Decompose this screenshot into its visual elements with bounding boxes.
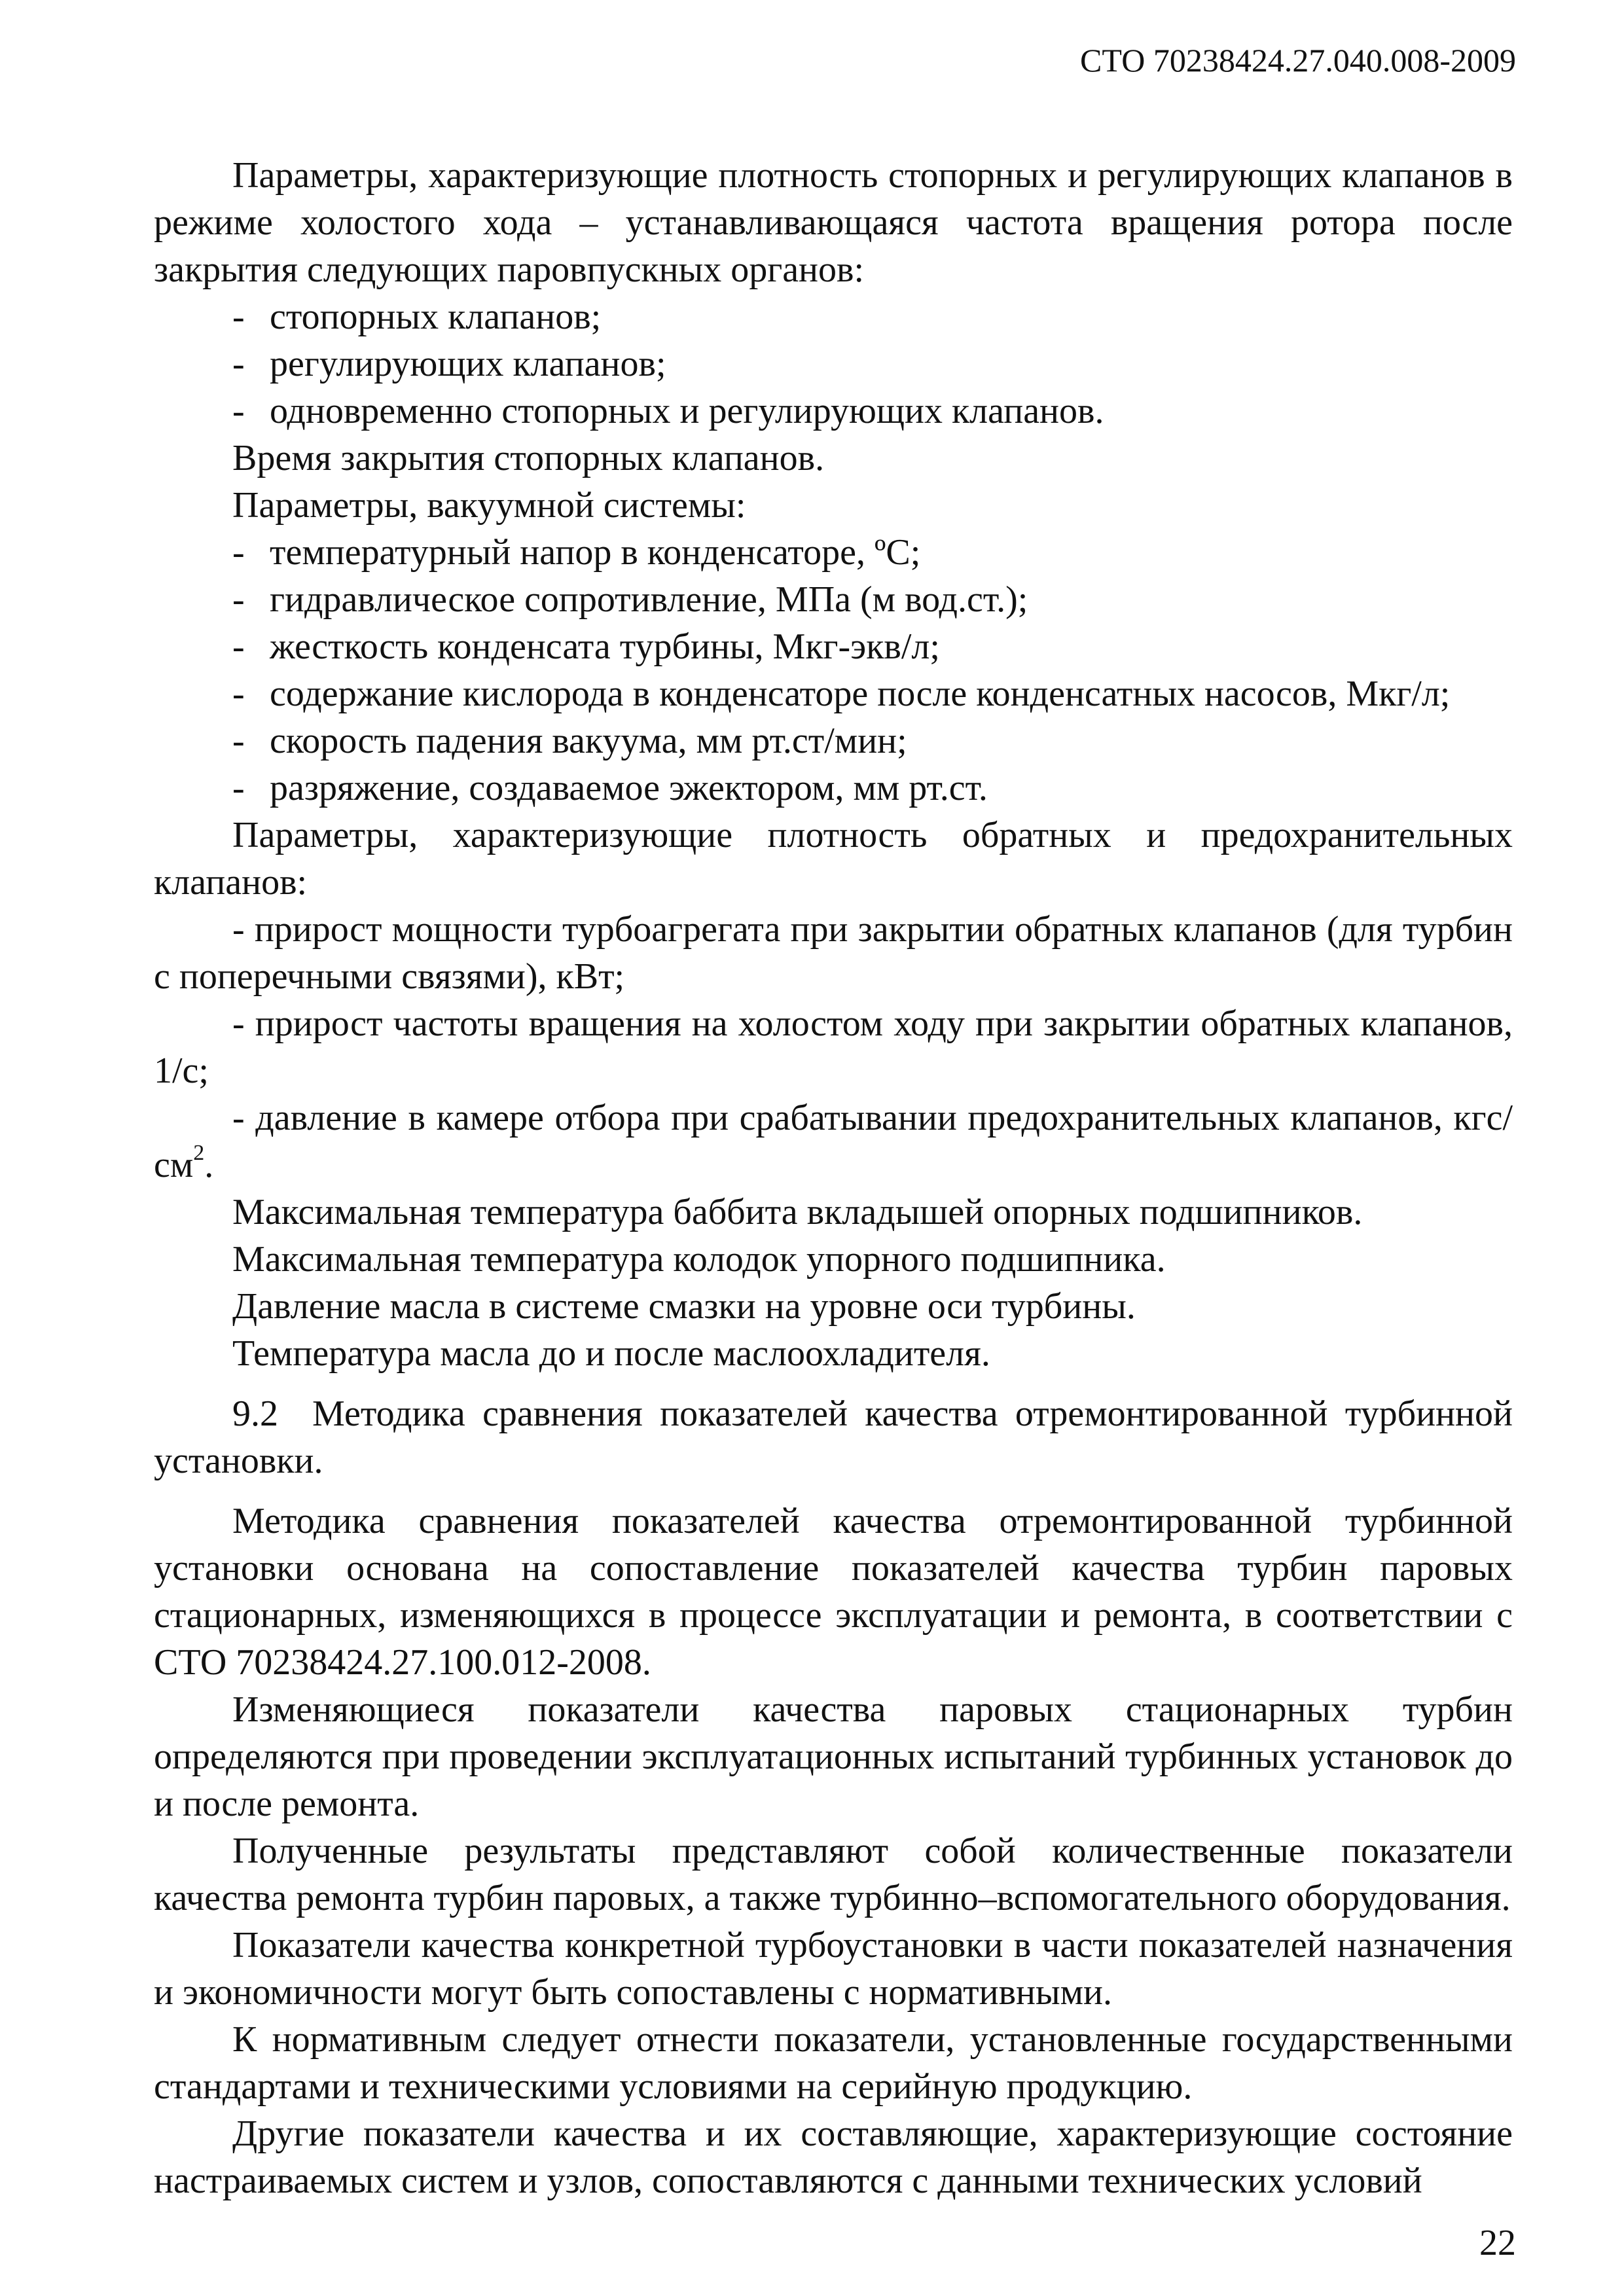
list-item-hardness xyxy=(154,623,1513,670)
list-item-text: регулирующих клапанов; xyxy=(270,344,666,384)
paragraph-normative: К нормативным следует отнести показатели, установленные государственными стандартами и техническими условиями на серийную продукцию. xyxy=(154,2019,1513,2107)
paragraph-babbitt: Максимальная температура баббита вкладышей опорных подшипников. xyxy=(232,1192,1363,1232)
list-dash: - xyxy=(232,673,245,714)
paragraph-vacuum-params: Параметры, вакуумной системы: xyxy=(232,485,746,526)
section-number: 9.2 xyxy=(232,1393,278,1434)
superscript: 2 xyxy=(193,1141,205,1165)
list-dash: - xyxy=(232,768,245,808)
paragraph-thrust-pads: Максимальная температура колодок упорного подшипника. xyxy=(232,1239,1166,1280)
paragraph-results: Полученные результаты представляют собой количественные показатели качества ремонта турбин паровых, а также турбинно–вспомогательного оборудования. xyxy=(154,1831,1513,1918)
list-item-oxygen xyxy=(154,670,1513,717)
list-item-text: одновременно стопорных и регулирующих клапанов. xyxy=(270,391,1104,431)
list-item-power-gain xyxy=(154,906,1513,1000)
paragraph-other-indicators: Другие показатели качества и их составляющие, характеризующие состояние настраиваемых систем и узлов, сопоставляются с данными технических условий xyxy=(154,2113,1513,2201)
document-body xyxy=(154,152,1513,2204)
list-item-text: прирост частоты вращения на холостом ходу при закрытии обратных клапанов, 1/с; xyxy=(154,1003,1513,1091)
document-code-header: СТО 70238424.27.040.008-2009 xyxy=(1080,42,1516,79)
list-item-hydraulic xyxy=(154,576,1513,623)
paragraph-check-valve-density: Параметры, характеризующие плотность обратных и предохранительных клапанов: xyxy=(154,815,1513,903)
list-item-stop-valves xyxy=(154,293,1513,340)
paragraph-oil-temp: Температура масла до и после маслоохладителя. xyxy=(232,1333,990,1374)
list-dash: - xyxy=(232,721,245,761)
list-item-vacuum-drop xyxy=(154,717,1513,764)
list-item-text: давление в камере отбора при срабатывании предохранительных клапанов, кгс/см xyxy=(154,1098,1513,1185)
list-item-end: . xyxy=(204,1145,214,1185)
list-dash: - xyxy=(232,579,245,620)
list-dash: - xyxy=(232,532,245,573)
list-item-ejector xyxy=(154,764,1513,812)
section-title: Методика сравнения показателей качества отремонтированной турбинной установки. xyxy=(154,1393,1513,1481)
list-item-text: стопорных клапанов; xyxy=(270,296,602,337)
list-item-text: гидравлическое сопротивление, МПа (м вод.ст.); xyxy=(270,579,1028,620)
list-item-pressure xyxy=(154,1094,1513,1189)
list-item-text: содержание кислорода в конденсаторе после конденсатных насосов, Мкг/л; xyxy=(270,673,1451,714)
list-item-text: разряжение, создаваемое эжектором, мм рт.ст. xyxy=(270,768,988,808)
list-item-text: скорость падения вакуума, мм рт.ст/мин; xyxy=(270,721,907,761)
section-heading xyxy=(154,1390,1513,1484)
list-item-text: прирост мощности турбоагрегата при закрытии обратных клапанов (для турбин с поперечными связями), кВт; xyxy=(154,909,1513,997)
paragraph-changing-indicators: Изменяющиеся показатели качества паровых стационарных турбин определяются при проведении эксплуатационных испытаний турбинных установок до и после ремонта. xyxy=(154,1689,1513,1824)
paragraph-oil-pressure: Давление масла в системе смазки на уровне оси турбины. xyxy=(232,1286,1136,1327)
paragraph-method: Методика сравнения показателей качества отремонтированной турбинной установки основана на сопоставление показателей качества турбин паровых стационарных, изменяющихся в процессе эксплуатации и ремонта, в соответствии с СТО 70238424.27.100.012-2008. xyxy=(154,1501,1513,1683)
list-dash: - xyxy=(232,1098,245,1138)
list-item-both-valves xyxy=(154,387,1513,435)
list-dash: - xyxy=(232,296,245,337)
list-dash: - xyxy=(232,1003,245,1044)
list-dash: - xyxy=(232,909,245,950)
paragraph-closing-time: Время закрытия стопорных клапанов. xyxy=(232,438,825,478)
paragraph-specific-indicators: Показатели качества конкретной турбоустановки в части показателей назначения и экономичности могут быть сопоставлены с нормативными. xyxy=(154,1925,1513,2013)
list-dash: - xyxy=(232,391,245,431)
list-dash: - xyxy=(232,344,245,384)
list-item-text: температурный напор в конденсаторе, ºС; xyxy=(270,532,921,573)
paragraph-stop-valve-density: Параметры, характеризующие плотность стопорных и регулирующих клапанов в режиме холостого хода – устанавливающаяся частота вращения ротора после закрытия следующих паровпускных органов: xyxy=(154,155,1513,290)
list-item-temp-head xyxy=(154,529,1513,576)
list-item-text: жесткость конденсата турбины, Мкг-экв/л; xyxy=(270,626,940,667)
page-number: 22 xyxy=(1479,2223,1516,2263)
list-item-reg-valves xyxy=(154,340,1513,387)
list-item-speed-gain xyxy=(154,1000,1513,1094)
list-dash: - xyxy=(232,626,245,667)
